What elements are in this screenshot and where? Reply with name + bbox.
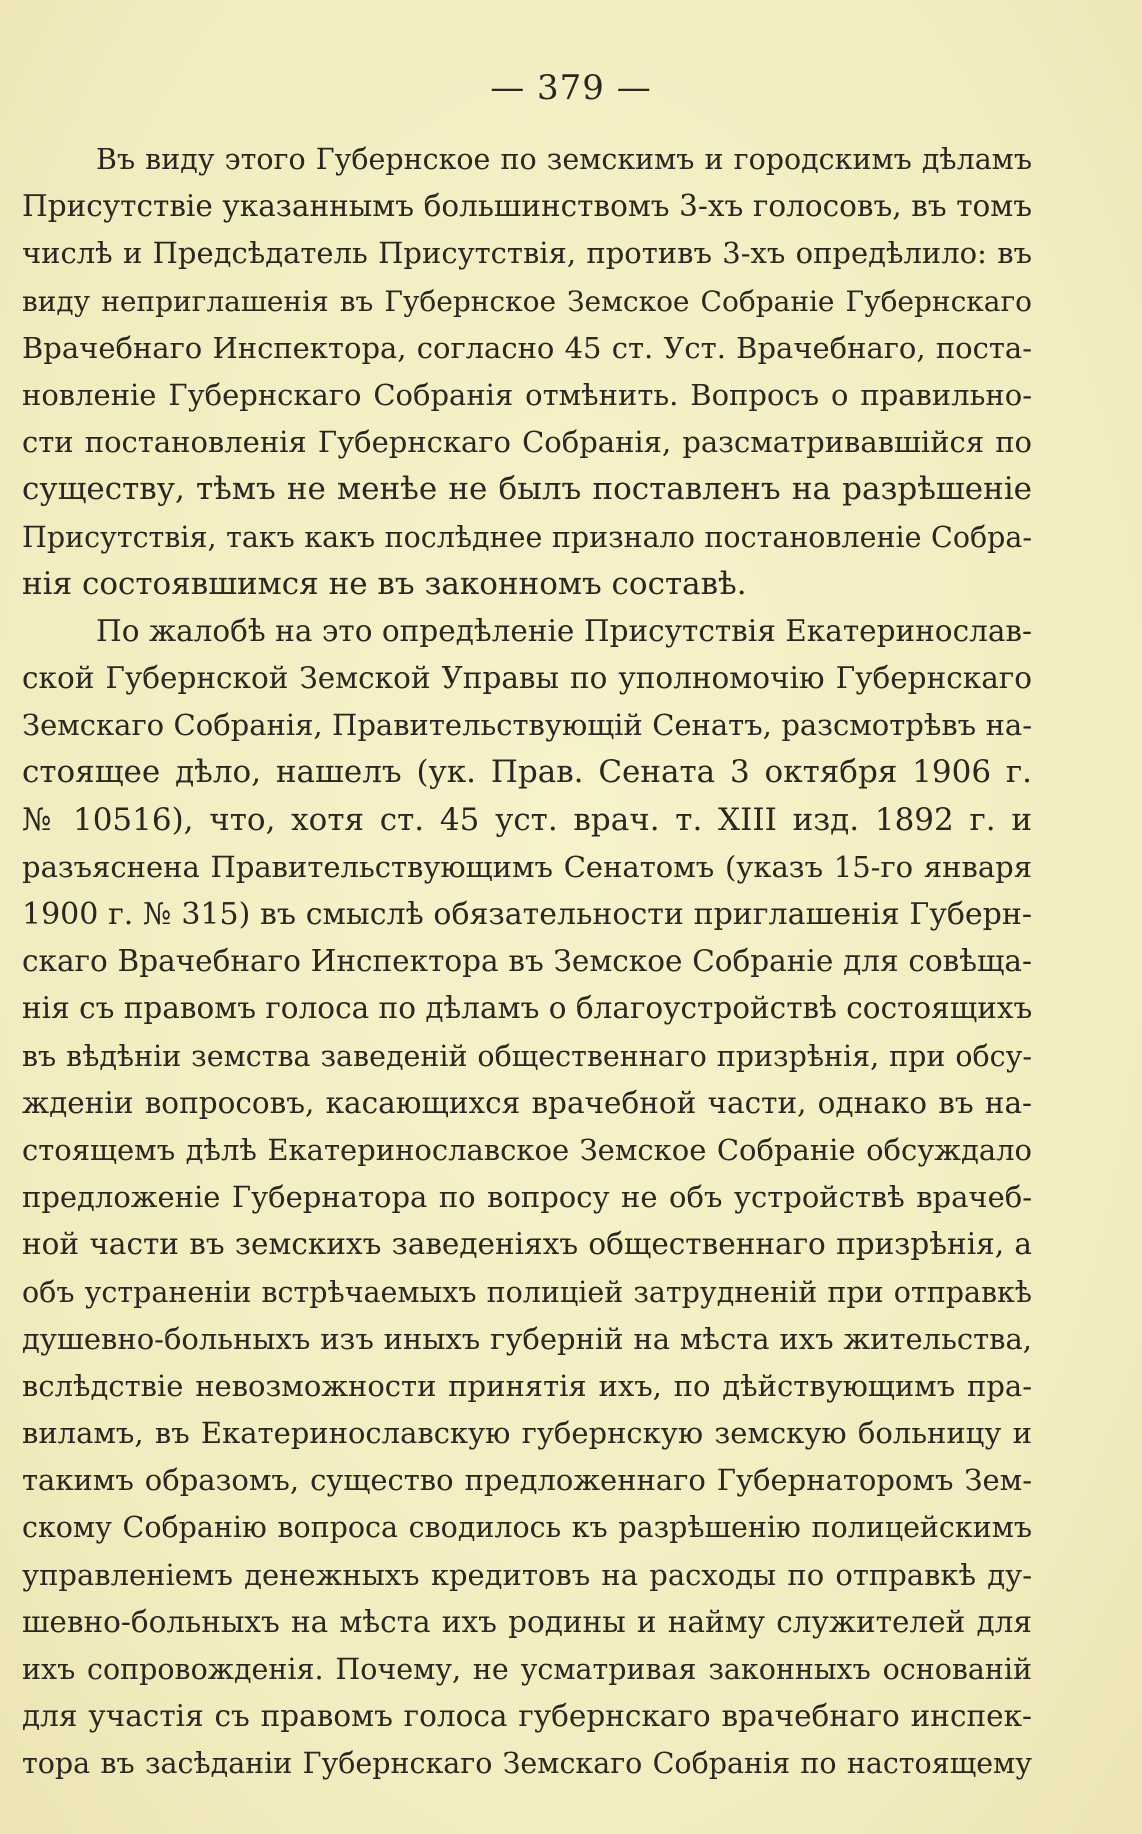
text-line: нія состоявшимся не въ законномъ составѣ. — [22, 565, 747, 602]
text-line: ной части въ земскихъ заведеніяхъ общественнаго призрѣнія, а — [22, 1227, 1032, 1262]
text-line: стоящемъ дѣлѣ Екатеринославское Земское Собраніе обсуждало — [22, 1132, 1032, 1167]
text-line: стоящее дѣло, нашелъ (ук. Прав. Сената 3 октября 1906 г. — [22, 754, 1032, 791]
page-number: — 379 — — [490, 68, 652, 108]
text-line: Въ виду этого Губернское по земскимъ и городскимъ дѣламъ — [96, 143, 1032, 176]
text-line: № 10516), что, хотя ст. 45 уст. врач. т. XIII изд. 1892 г. и — [22, 801, 1032, 838]
text-line: Врачебнаго Инспектора, согласно 45 ст. Уст. Врачебнаго, поста- — [22, 330, 1032, 365]
text-line: Присутствіе указаннымъ большинствомъ 3-хъ голосовъ, въ томъ — [22, 189, 1032, 224]
text-line: существу, тѣмъ не менѣе не былъ поставленъ на разрѣшеніе — [22, 471, 1032, 508]
text-line: разъяснена Правительствующимъ Сенатомъ (указъ 15-го января — [22, 849, 1032, 884]
text-line: шевно-больныхъ на мѣста ихъ родины и найму служителей для — [22, 1604, 1032, 1639]
text-line: управленіемъ денежныхъ кредитовъ на расходы по отправкѣ ду- — [22, 1557, 1032, 1592]
text-line: скаго Врачебнаго Инспектора въ Земское Собраніе для совѣща- — [22, 944, 1032, 979]
body-text — [22, 136, 1032, 1788]
text-line: предложеніе Губернатора по вопросу не объ устройствѣ врачеб- — [22, 1180, 1032, 1215]
text-line: новленіе Губернскаго Собранія отмѣнить. Вопросъ о правильно- — [22, 377, 1032, 412]
text-line: вслѣдствіе невозможности принятія ихъ, по дѣйствующимъ пра- — [22, 1368, 1032, 1403]
text-line: По жалобѣ на это опредѣленіе Присутствія Екатеринослав- — [96, 613, 1032, 648]
text-line: ихъ сопровожденія. Почему, не усматривая законныхъ основаній — [22, 1653, 1032, 1686]
text-line: душевно-больныхъ изъ иныхъ губерній на мѣста ихъ жительства, — [22, 1321, 1032, 1356]
text-line: для участія съ правомъ голоса губернскаго врачебнаго инспек- — [22, 1699, 1032, 1734]
text-line: жденіи вопросовъ, касающихся врачебной части, однако въ на- — [22, 1085, 1032, 1120]
text-line: Земскаго Собранія, Правительствующій Сенатъ, разсмотрѣвъ на- — [22, 708, 1032, 743]
text-line: виду неприглашенія въ Губернское Земское Собраніе Губернскаго — [22, 284, 1032, 318]
text-line: такимъ образомъ, существо предложеннаго Губернаторомъ Зем- — [22, 1463, 1032, 1498]
text-line: Присутствія, такъ какъ послѣднее признало постановленіе Собра- — [22, 520, 1032, 554]
text-line: объ устраненіи встрѣчаемыхъ полиціей затрудненій при отправкѣ — [22, 1275, 1032, 1309]
text-line: ской Губернской Земской Управы по уполномочію Губернскаго — [22, 661, 1032, 696]
text-line: сти постановленія Губернскаго Собранія, разсматривавшійся по — [22, 425, 1032, 460]
text-line: числѣ и Предсѣдатель Присутствія, противъ 3-хъ опредѣлило: въ — [22, 236, 1032, 271]
text-line: нія съ правомъ голоса по дѣламъ о благоустройствѣ состоящихъ — [22, 991, 1032, 1026]
text-line: въ вѣдѣніи земства заведеній общественнаго призрѣнія, при обсу- — [22, 1039, 1032, 1073]
text-line: скому Собранію вопроса сводилось къ разрѣшенію полицейскимъ — [22, 1511, 1032, 1545]
text-line: тора въ засѣданіи Губернскаго Земскаго Собранія по настоящему — [22, 1747, 1032, 1781]
text-line: 1900 г. № 315) въ смыслѣ обязательности приглашенія Губерн- — [22, 897, 1032, 932]
text-line: виламъ, въ Екатеринославскую губернскую земскую больницу и — [22, 1416, 1032, 1451]
